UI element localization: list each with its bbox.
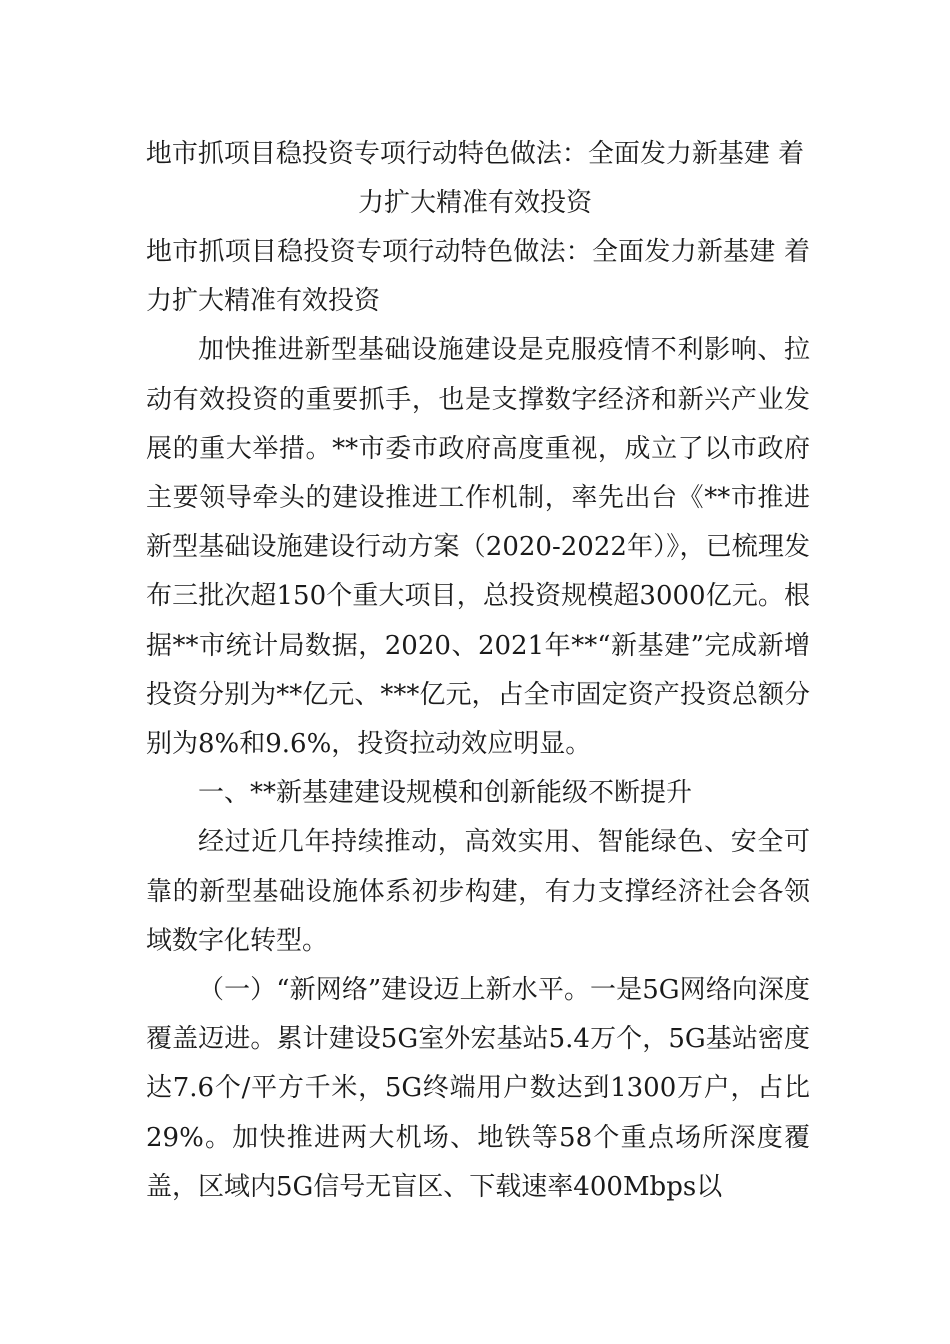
section-paragraph: 经过近几年持续推动，高效实用、智能绿色、安全可靠的新型基础设施体系初步构建，有力支撑经济社会各领域数字化转型。 [146,827,810,956]
subsection-paragraph: （一）“新网络”建设迈上新水平。一是5G网络向深度覆盖迈进。累计建设5G室外宏基站5.4万个，5G基站密度达7.6个/平方千米，5G终端用户数达到1300万户，占比29%。加快推进两大机场、地铁等58个重点场所深度覆盖，区域内5G信号无盲区、下载速率400Mbps以 [146,975,810,1202]
section-heading: 一、**新基建建设规模和创新能级不断提升 [198,778,693,809]
document-body [146,228,810,1212]
document-title: 地市抓项目稳投资专项行动特色做法：全面发力新基建 着力扩大精准有效投资 [145,139,805,218]
intro-paragraph: 加快推进新型基础设施建设是克服疫情不利影响、拉动有效投资的重要抓手，也是支撑数字经济和新兴产业发展的重大举措。**市委市政府高度重视，成立了以市政府主要领导牵头的建设推进工作机制，率先出台《**市推进新型基础设施建设行动方案（2020-2022年）》，已梳理发布三批次超150个重大项目，总投资规模超3000亿元。根据**市统计局数据，2020、2021年**“新基建”完成新增投资分别为**亿元、***亿元，占全市固定资产投资总额分别为8%和9.6%，投资拉动效应明显。 [146,335,810,760]
repeated-title-paragraph: 地市抓项目稳投资专项行动特色做法：全面发力新基建 着力扩大精准有效投资 [146,237,810,317]
